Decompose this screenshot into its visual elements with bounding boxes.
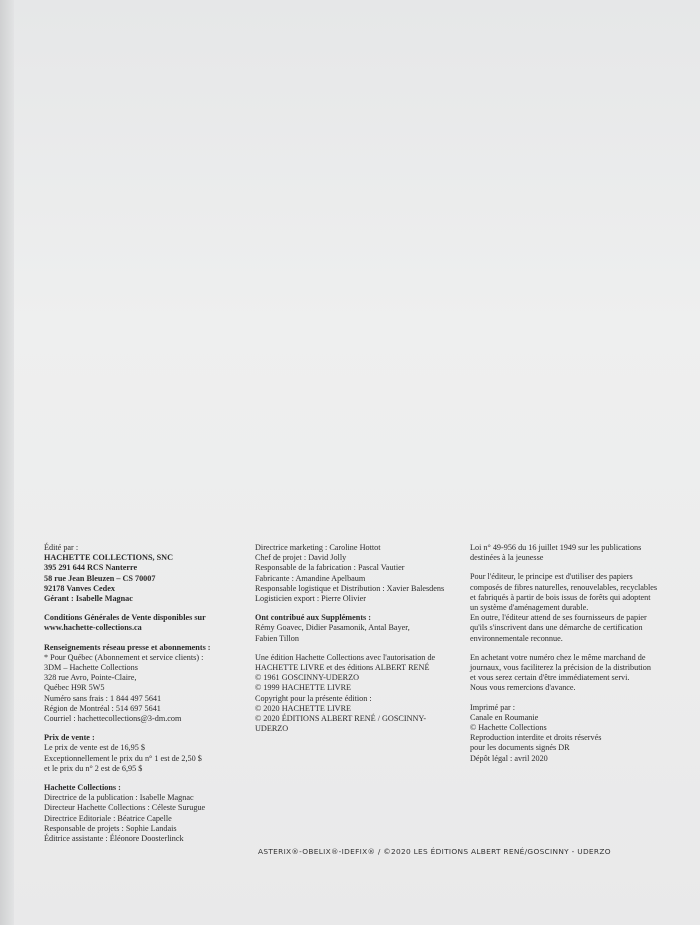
network-info-line: 328 rue Avro, Pointe-Claire, — [44, 673, 137, 683]
page-edge-shadow — [0, 0, 14, 925]
legal-deposit-line: Dépôt légal : avril 2020 — [470, 753, 548, 763]
copyright-line: © 2020 HACHETTE LIVRE — [255, 703, 352, 713]
supplements-line: Rémy Goavec, Didier Pasamonik, Antal Bayer, — [255, 623, 410, 633]
price-line: et le prix du n° 2 est de 6,95 $ — [44, 763, 143, 773]
staff-line: Directrice Editoriale : Béatrice Capelle — [44, 813, 172, 823]
copyright-line: © 1999 HACHETTE LIVRE — [255, 683, 352, 693]
retailer-line: En achetant votre numéro chez le même marchand de — [470, 652, 646, 662]
staff-line: Responsable logistique et Distribution : Xavier Balesdens — [255, 583, 445, 593]
copyright-line: UDERZO — [255, 724, 289, 734]
rights-line: Une édition Hachette Collections avec l'autorisation de — [255, 652, 436, 662]
rights-line: HACHETTE LIVRE et des éditions ALBERT RENÉ — [255, 663, 430, 673]
network-info-heading: Renseignements réseau presse et abonnements : — [44, 642, 211, 652]
copyright-line: © 2020 ÉDITIONS ALBERT RENÉ / GOSCINNY- — [255, 714, 427, 724]
price-line: Exceptionnellement le prix du n° 1 est de 2,50 $ — [44, 753, 202, 763]
printed-heading: Imprimé par : — [470, 702, 516, 712]
supplements-line: Fabien Tillon — [255, 633, 299, 643]
imprint-column-right — [470, 543, 657, 764]
staff-line: Responsable de projets : Sophie Landais — [44, 823, 177, 833]
sale-conditions-text: Conditions Générales de Vente disponibles sur — [44, 613, 206, 623]
publisher-street: 58 rue Jean Bleuzen – CS 70007 — [44, 573, 156, 583]
hachette-collections-heading: Hachette Collections : — [44, 783, 121, 793]
network-info-phone: Numéro sans frais : 1 844 497 5641 — [44, 693, 162, 703]
policy-line: En outre, l'éditeur attend de ses fournisseurs de papier — [470, 613, 647, 623]
law-line: destinées à la jeunesse — [470, 553, 544, 563]
network-info-email: Courriel : hachettecollections@3-dm.com — [44, 714, 182, 724]
publisher-rcs: 395 291 644 RCS Nanterre — [44, 563, 138, 573]
retailer-line: Nous vous remercions d'avance. — [470, 683, 576, 693]
publisher-manager: Gérant : Isabelle Magnac — [44, 594, 133, 604]
staff-line: Chef de projet : David Jolly — [255, 553, 347, 563]
printed-line: © Hachette Collections — [470, 723, 547, 733]
price-heading: Prix de vente : — [44, 733, 95, 743]
price-line: Le prix de vente est de 16,95 $ — [44, 743, 145, 753]
network-info-line: 3DM – Hachette Collections — [44, 663, 138, 673]
publisher-name: HACHETTE COLLECTIONS, SNC — [44, 553, 173, 563]
law-line: Loi n° 49-956 du 16 juillet 1949 sur les publications — [470, 543, 642, 552]
staff-line: Responsable de la fabrication : Pascal Vautier — [255, 563, 405, 573]
sale-conditions-url: www.hachette-collections.ca — [44, 623, 142, 633]
rights-line: Copyright pour la présente édition : — [255, 693, 372, 703]
printed-line: Canale en Roumanie — [470, 712, 539, 722]
copyright-footer: ASTERIX®-OBELIX®-IDEFIX® / ©2020 LES ÉDITIONS ALBERT RENÉ/GOSCINNY - UDERZO — [258, 847, 611, 856]
network-info-line: Québec H9R 5W5 — [44, 683, 105, 693]
staff-line: Directeur Hachette Collections : Céleste Surugue — [44, 803, 206, 813]
network-info-line: * Pour Québec (Abonnement et service clients) : — [44, 652, 204, 662]
copyright-line: © 1961 GOSCINNY-UDERZO — [255, 673, 360, 683]
retailer-line: et vous serez certain d'être immédiatement servi. — [470, 673, 630, 683]
supplements-heading: Ont contribué aux Suppléments : — [255, 613, 372, 623]
printed-line: pour les documents signés DR — [470, 743, 570, 753]
imprint-column-middle — [255, 543, 444, 734]
edited-by-heading: Édité par : — [44, 543, 79, 552]
policy-line: environnementale reconnue. — [470, 633, 563, 643]
staff-line: Directrice marketing : Caroline Hottot — [255, 543, 381, 552]
imprint-column-left — [44, 543, 211, 844]
policy-line: un système d'aménagement durable. — [470, 603, 589, 613]
staff-line: Logisticien export : Pierre Olivier — [255, 594, 366, 604]
policy-line: Pour l'éditeur, le principe est d'utiliser des papiers — [470, 572, 633, 582]
policy-line: et fabriqués à partir de bois issus de forêts qui adoptent — [470, 592, 651, 602]
retailer-line: journaux, vous faciliterez la précision de la distribution — [470, 663, 651, 673]
policy-line: composés de fibres naturelles, renouvelables, recyclables — [470, 582, 658, 592]
network-info-phone: Région de Montréal : 514 697 5641 — [44, 703, 161, 713]
staff-line: Fabricante : Amandine Apelbaum — [255, 573, 366, 583]
printed-line: Reproduction interdite et droits réservés — [470, 733, 602, 743]
policy-line: qu'ils s'inscrivent dans une démarche de certification — [470, 623, 643, 633]
staff-line: Directrice de la publication : Isabelle Magnac — [44, 793, 194, 803]
staff-line: Éditrice assistante : Éléonore Doosterlinck — [44, 834, 184, 844]
publisher-city: 92178 Vanves Cedex — [44, 583, 115, 593]
